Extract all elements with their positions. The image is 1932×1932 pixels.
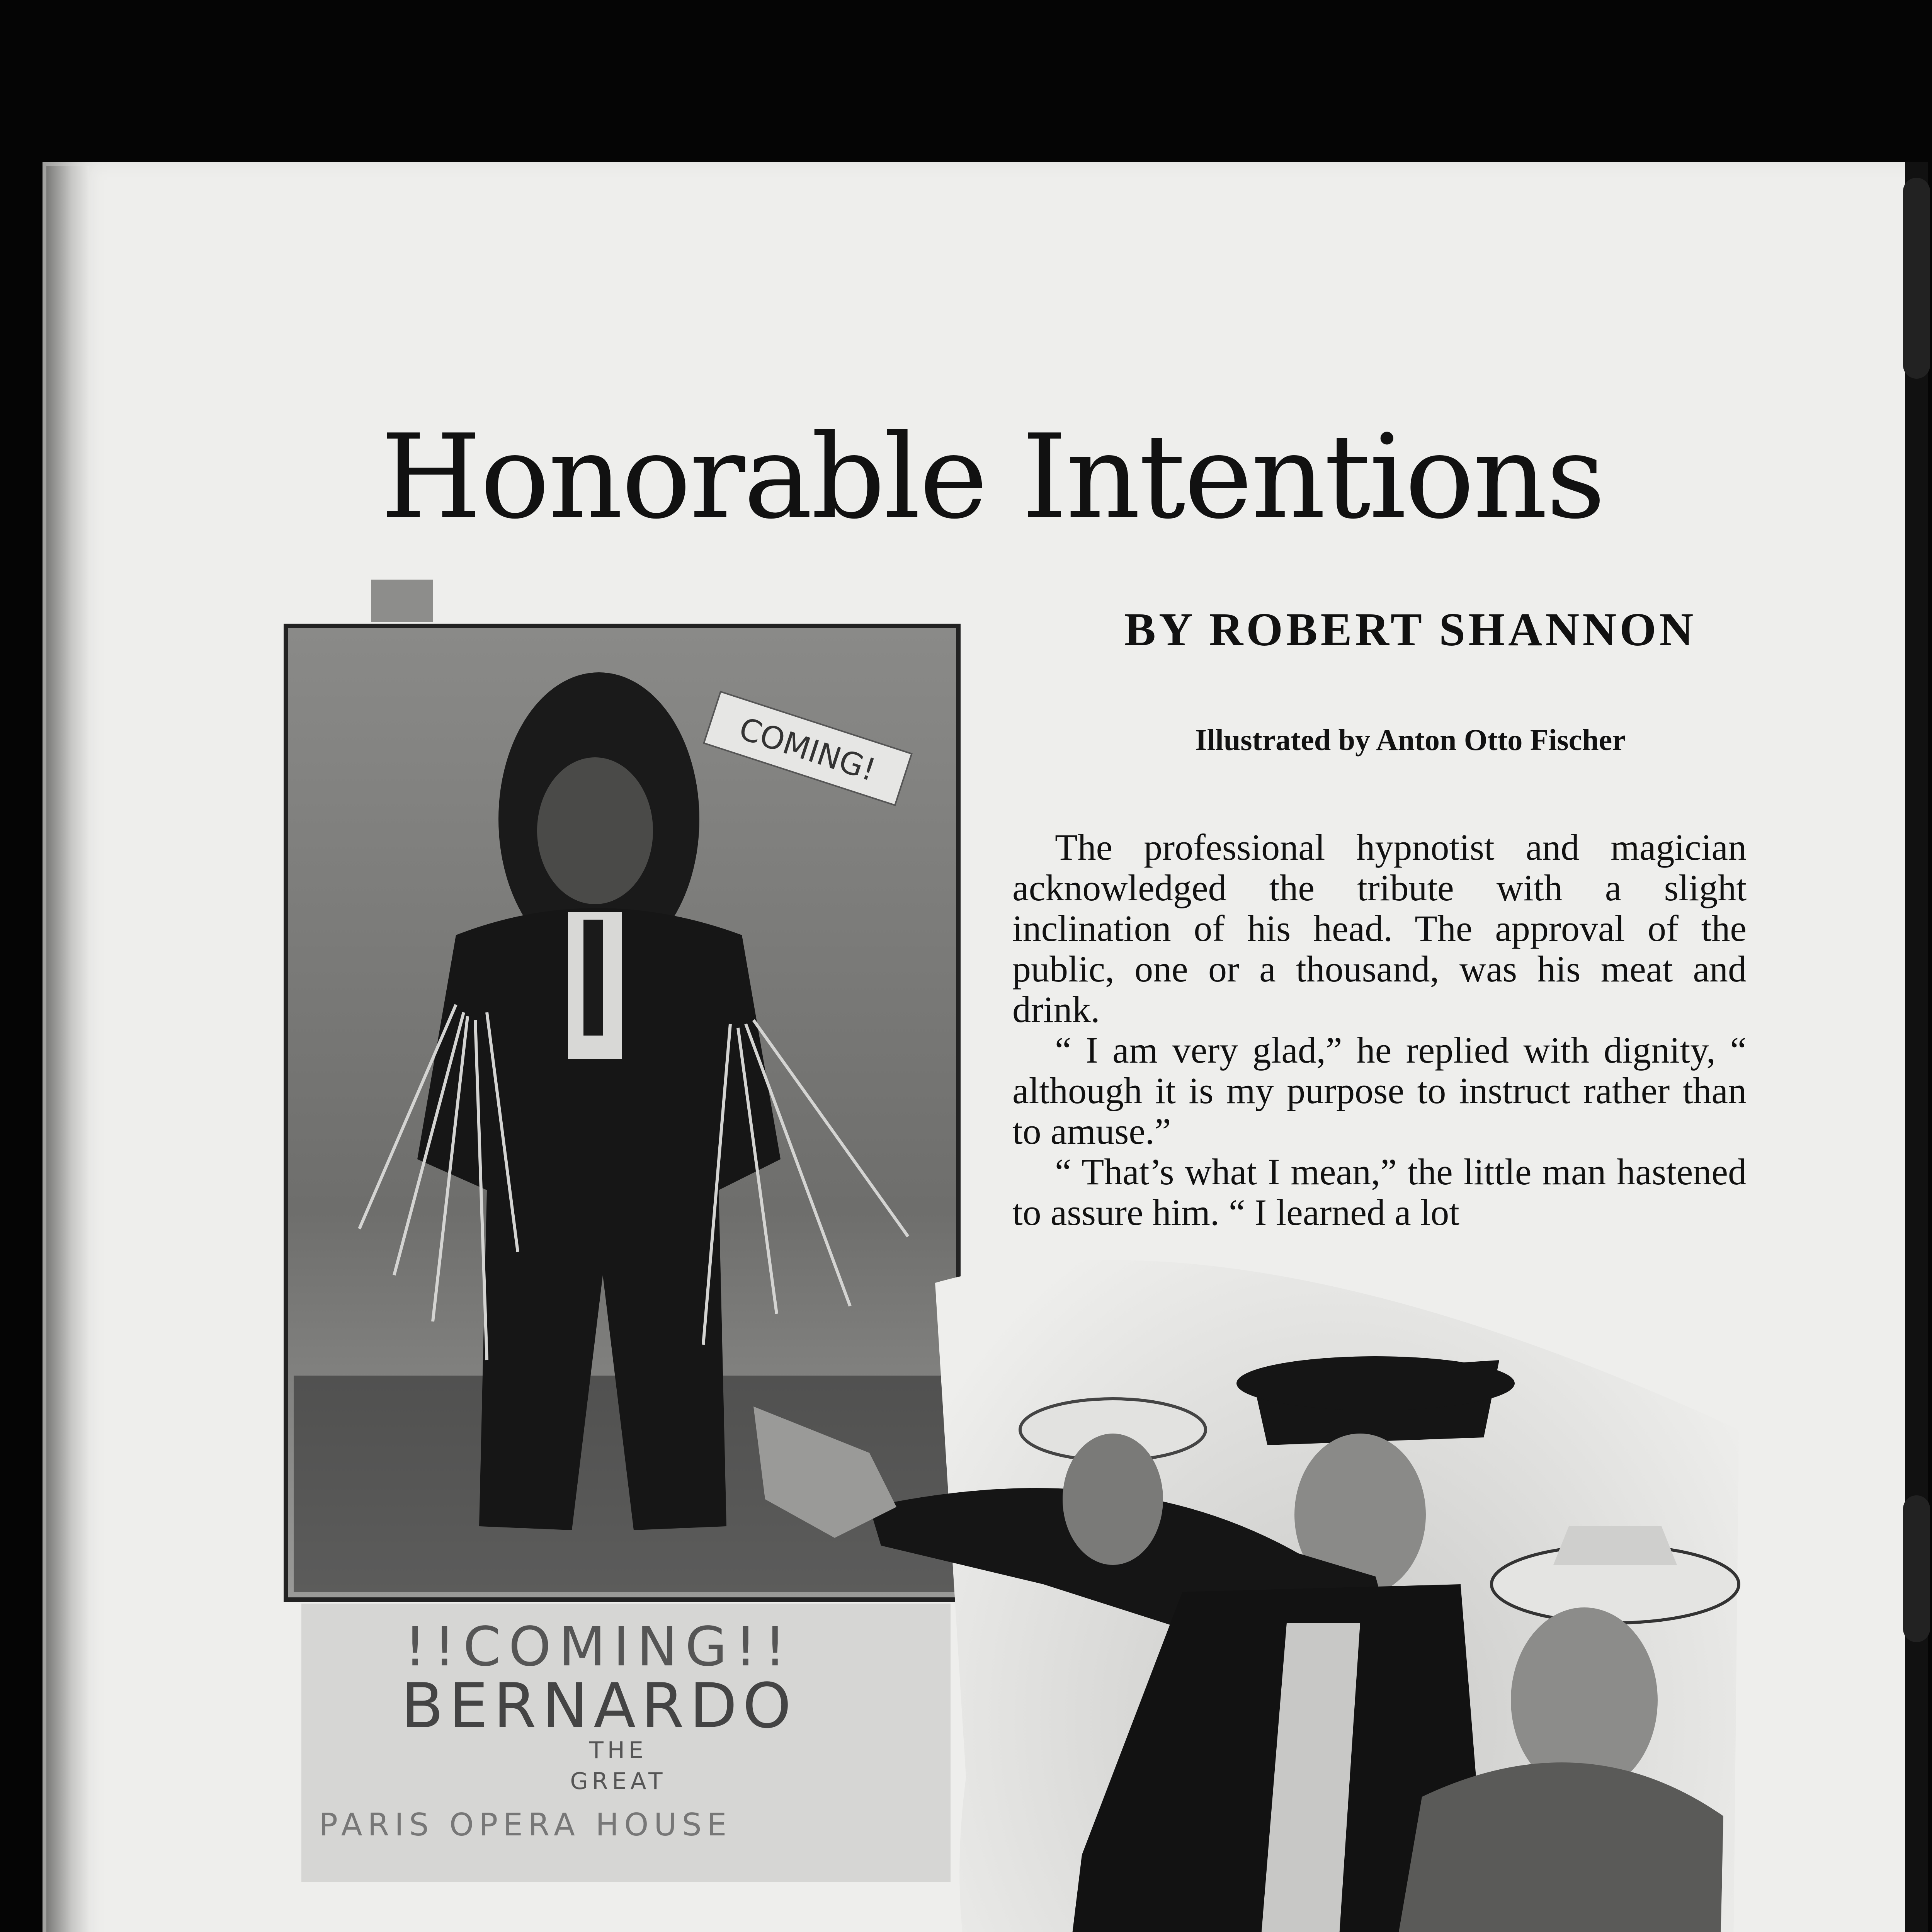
article-title: Honorable Intentions <box>380 410 1604 544</box>
paragraph: “ I am very glad,” he replied with dignity, “ although it is my purpose to instruct rather than to amuse.” <box>1012 1029 1747 1152</box>
poster-line5: PARIS OPERA HOUSE <box>319 1807 732 1843</box>
paragraph: The professional hypnotist and magician acknowledged the tribute with a slight inclination of his head. The approval of the public, one or a thousand, was his meat and drink. <box>1012 827 1747 1030</box>
poster-line4: GREAT <box>570 1768 667 1795</box>
article-byline: BY ROBERT SHANNON <box>1124 604 1697 656</box>
column-right-top <box>1012 827 1747 1233</box>
poster-line2: BERNARDO <box>401 1670 797 1742</box>
poster-line3: THE <box>589 1737 647 1764</box>
poster-banner-text: COMING! <box>735 710 880 788</box>
poster-line1: !!COMING!! <box>404 1616 794 1679</box>
poster-tack <box>371 580 433 622</box>
illustrator-credit: Illustrated by Anton Otto Fischer <box>1195 723 1626 757</box>
paragraph: “ That’s what I mean,” the little man hastened to assure him. “ I learned a lot <box>1012 1151 1747 1233</box>
